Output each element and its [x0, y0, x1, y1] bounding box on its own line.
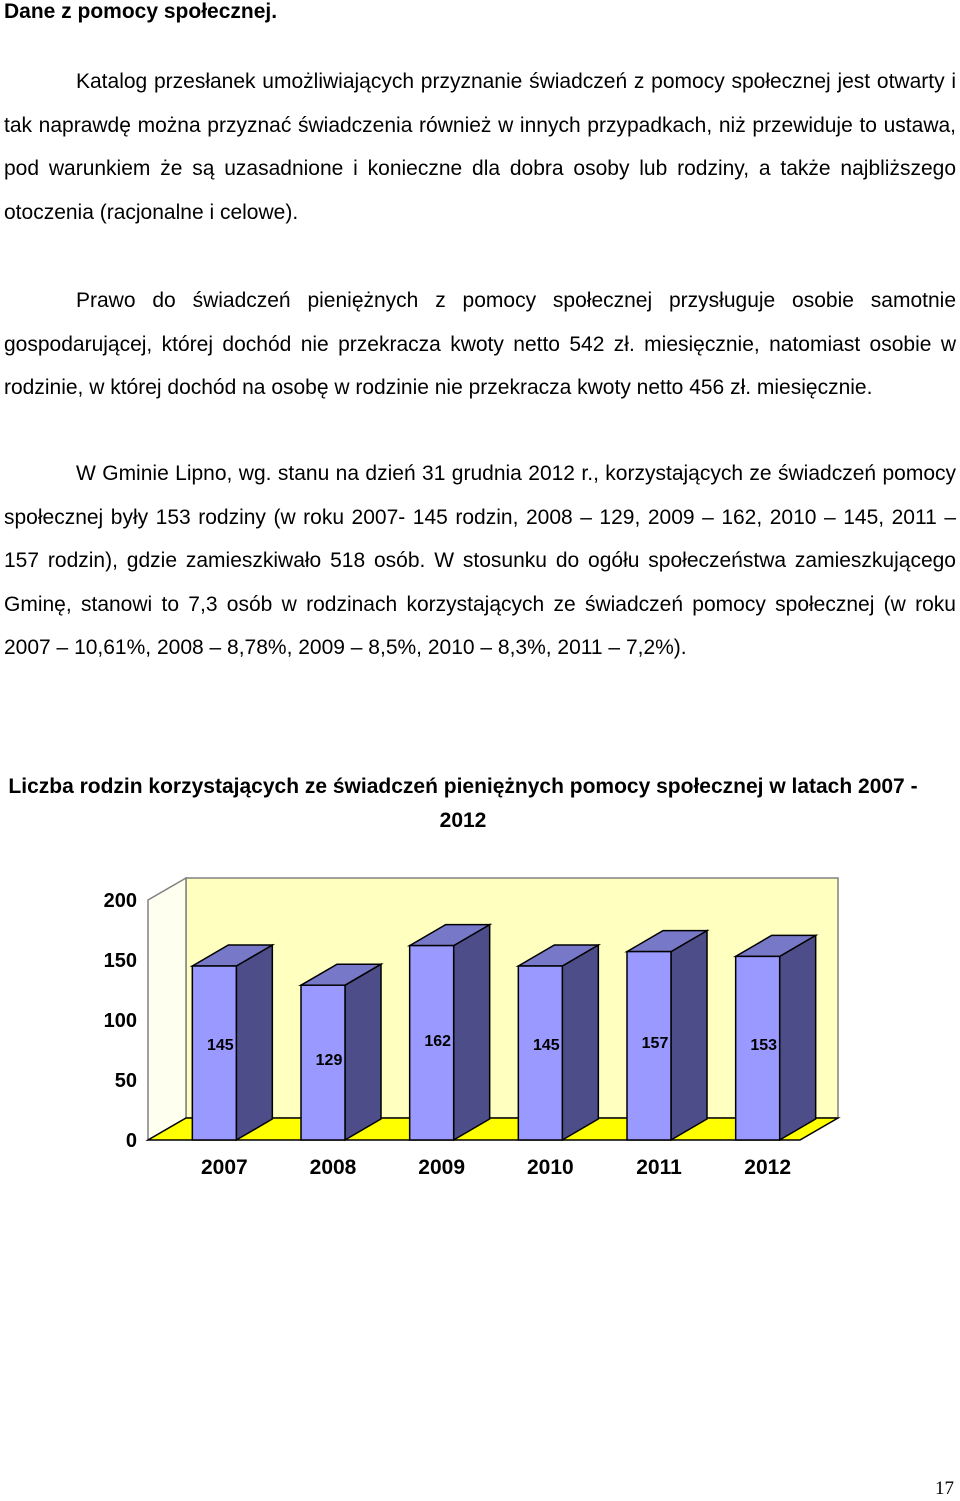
bar-value-label: 145: [532, 1037, 560, 1054]
chart-title: Liczba rodzin korzystających ze świadczeń pieniężnych pomocy społecznej w latach 2007 - 2012: [8, 775, 918, 832]
x-tick-label: 2010: [526, 1156, 574, 1179]
y-tick-label: 0: [125, 1130, 137, 1152]
x-tick-label: 2009: [418, 1156, 466, 1179]
y-tick-label: 150: [103, 950, 137, 972]
y-tick-label: 200: [103, 890, 137, 912]
bar-value-label: 162: [424, 1033, 452, 1050]
bar-value-label: 145: [206, 1037, 234, 1054]
bar-side: [345, 964, 381, 1140]
paragraph-catalog: Katalog przesłanek umożliwiających przyznanie świadczeń z pomocy społecznej jest otwarty i tak naprawdę można przyznać świadczenia również w innych przypadkach, niż przewiduje to ustawa, pod warunkiem że są uzasadnione i konieczne dla dobra osoby lub rodziny, a także najbliższego otoczenia (racjonalne i celowe).: [4, 70, 956, 224]
paragraph-statistics: [4, 452, 956, 670]
section-heading: Dane z pomocy społecznej.: [4, 0, 278, 23]
page-number: 17: [935, 1478, 954, 1499]
y-tick-label: 50: [114, 1070, 137, 1092]
y-tick-label: 100: [103, 1010, 137, 1032]
statistics-date-bold: W Gminie Lipno, wg. stanu na dzień 31 grudnia 2012 r.: [76, 462, 594, 485]
bar-side: [454, 925, 490, 1140]
bar-side: [236, 945, 272, 1140]
bar-side: [780, 935, 816, 1140]
bar-side: [562, 945, 598, 1140]
paragraph-eligibility: Prawo do świadczeń pieniężnych z pomocy społecznej przysługuje osobie samotnie gospodarującej, której dochód nie przekracza kwoty netto 542 zł. miesięcznie, natomiast osobie w rodzinie, w której dochód na osobę w rodzinie nie przekracza kwoty netto 456 zł. miesięcznie.: [4, 289, 956, 400]
x-tick-label: 2011: [636, 1156, 682, 1179]
bar-value-label: 129: [315, 1052, 343, 1069]
statistics-text: , korzystających ze świadczeń pomocy społecznej były 153 rodziny (w roku 2007- 145 rodzin, 2008 – 129, 2009 – 162, 2010 – 145, 2011 – 157 rodzin), gdzie zamieszkiwało 518 osób. W stosunku do ogółu społeczeństwa zamieszkującego Gminę, stanowi to 7,3 osób w rodzinach korzystających ze świadczeń pomocy społecznej (w roku 2007 – 10,61%, 2008 – 8,78%, 2009 – 8,5%, 2010 – 8,3%, 2011 – 7,2%).: [4, 462, 957, 660]
bar-value-label: 157: [641, 1035, 669, 1052]
x-tick-label: 2007: [200, 1156, 248, 1179]
chart-side-wall: [148, 878, 186, 1140]
x-tick-label: 2008: [309, 1156, 357, 1179]
bar-chart: [0, 860, 960, 1200]
bar-value-label: 153: [750, 1037, 778, 1054]
bar-side: [671, 931, 707, 1140]
x-tick-label: 2012: [744, 1156, 792, 1179]
